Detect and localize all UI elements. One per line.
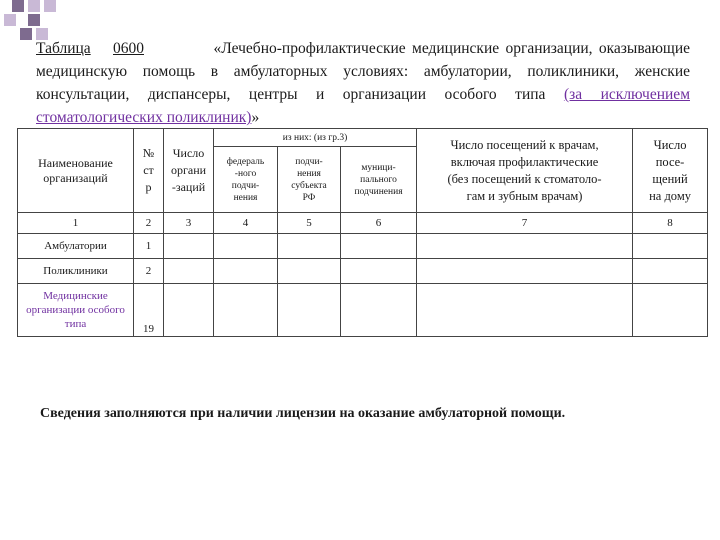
header-count: Число органи -заций bbox=[164, 129, 214, 213]
table-code: 0600 bbox=[113, 40, 144, 57]
index-cell: 1 bbox=[18, 213, 134, 234]
table-title bbox=[36, 37, 690, 129]
data-cell[interactable] bbox=[278, 234, 341, 259]
header-name: Наименование организаций bbox=[18, 129, 134, 213]
table-row bbox=[18, 234, 708, 259]
data-cell[interactable] bbox=[164, 259, 214, 284]
data-cell[interactable] bbox=[214, 284, 278, 337]
index-cell: 7 bbox=[417, 213, 633, 234]
index-cell: 2 bbox=[134, 213, 164, 234]
header-group: из них: (из гр.3) bbox=[214, 129, 417, 147]
index-row bbox=[18, 213, 708, 234]
data-cell[interactable] bbox=[633, 284, 708, 337]
index-cell: 4 bbox=[214, 213, 278, 234]
row-num: 19 bbox=[134, 284, 164, 337]
footer-note: Сведения заполняются при наличии лицензии на оказание амбулаторной помощи. bbox=[40, 406, 566, 421]
data-cell[interactable] bbox=[278, 259, 341, 284]
title-text: «Лечебно-профилактические медицинские организации, оказывающие медицинскую помощь в амбулаторных условиях: амбулатории, поликлиники, женские консультации, диспансеры, центры и организации особого типа bbox=[36, 40, 691, 103]
data-cell[interactable] bbox=[278, 284, 341, 337]
data-cell[interactable] bbox=[164, 284, 214, 337]
row-name: Медицинские организации особого типа bbox=[18, 284, 134, 337]
table-row bbox=[18, 284, 708, 337]
data-table bbox=[17, 128, 708, 337]
data-cell[interactable] bbox=[341, 234, 417, 259]
header-home-visits: Число посе- щений на дому bbox=[633, 129, 708, 213]
data-cell[interactable] bbox=[214, 259, 278, 284]
data-cell[interactable] bbox=[417, 284, 633, 337]
index-cell: 8 bbox=[633, 213, 708, 234]
row-num: 2 bbox=[134, 259, 164, 284]
header-municipal: муници- пального подчинения bbox=[341, 147, 417, 213]
data-cell[interactable] bbox=[633, 259, 708, 284]
header-num: № ст р bbox=[134, 129, 164, 213]
index-cell: 3 bbox=[164, 213, 214, 234]
row-num: 1 bbox=[134, 234, 164, 259]
data-cell[interactable] bbox=[214, 234, 278, 259]
title-end: » bbox=[251, 109, 260, 126]
header-subject: подчи- нения субъекта РФ bbox=[278, 147, 341, 213]
data-cell[interactable] bbox=[633, 234, 708, 259]
header-federal: федераль -ного подчи- нения bbox=[214, 147, 278, 213]
row-name: Амбулатории bbox=[18, 234, 134, 259]
data-cell[interactable] bbox=[164, 234, 214, 259]
header-visits: Число посещений к врачам, включая профилактические (без посещений к стоматоло- гам и зубным врачам) bbox=[417, 129, 633, 213]
index-cell: 6 bbox=[341, 213, 417, 234]
index-cell: 5 bbox=[278, 213, 341, 234]
table-row bbox=[18, 259, 708, 284]
table-label: Таблица bbox=[36, 40, 91, 57]
data-cell[interactable] bbox=[341, 259, 417, 284]
data-cell[interactable] bbox=[341, 284, 417, 337]
title-excluded: (за исключением стоматологических поликлиник) bbox=[36, 86, 690, 126]
row-name: Поликлиники bbox=[18, 259, 134, 284]
data-cell[interactable] bbox=[417, 234, 633, 259]
data-cell[interactable] bbox=[417, 259, 633, 284]
